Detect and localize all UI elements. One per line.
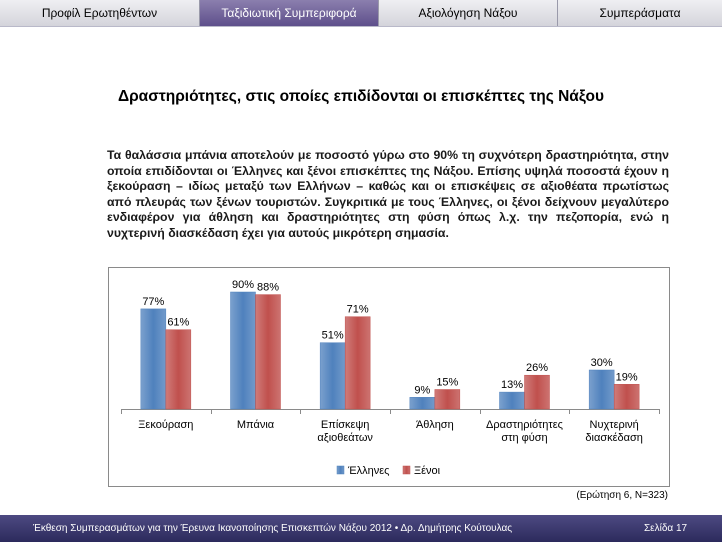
page-number: Σελίδα 17 <box>644 523 688 534</box>
bar-greeks <box>589 370 614 409</box>
legend-label: Ξένοι <box>414 465 441 477</box>
footer-text: Έκθεση Συμπερασμάτων για την Έρευνα Ικανοποίησης Επισκεπτών Νάξου 2012 • Δρ. Δημήτρης Κούτουλας <box>33 523 513 534</box>
data-label: 77% <box>142 295 165 308</box>
category-label: Μπάνια <box>236 419 275 431</box>
legend-swatch-greeks <box>337 466 344 474</box>
data-label: 26% <box>525 362 549 375</box>
category-label: Νυχτερινή <box>589 419 639 431</box>
data-label: 9% <box>414 384 431 397</box>
category-label: Άθληση <box>415 419 454 431</box>
tab-conclusions[interactable]: Συμπεράσματα <box>558 0 722 26</box>
section-tabs <box>0 0 722 27</box>
bar-chart-svg <box>109 268 669 486</box>
category-label: διασκέδαση <box>585 432 643 444</box>
bar-greeks <box>231 292 256 409</box>
bar-foreigners <box>614 384 639 409</box>
activities-chart <box>108 267 670 487</box>
tab-profile[interactable]: Προφίλ Ερωτηθέντων <box>0 0 200 26</box>
category-label: Επίσκεψη <box>320 419 370 431</box>
bar-greeks <box>410 397 435 409</box>
data-label: 15% <box>436 376 459 389</box>
data-label: 13% <box>500 379 524 392</box>
data-label: 51% <box>321 329 344 342</box>
bar-greeks <box>500 392 525 409</box>
tab-naxos-evaluation[interactable]: Αξιολόγηση Νάξου <box>379 0 558 26</box>
bar-foreigners <box>525 375 550 409</box>
slide-title: Δραστηριότητες, στις οποίες επιδίδονται οι επισκέπτες της Νάξου <box>117 88 605 105</box>
category-label: Δραστηριότητες <box>486 419 563 431</box>
data-label: 30% <box>590 357 613 369</box>
footer-bar <box>0 515 722 542</box>
tab-travel-behavior[interactable]: Ταξιδιωτική Συμπεριφορά <box>200 0 379 26</box>
data-label: 61% <box>167 316 190 329</box>
bar-greeks <box>320 343 345 409</box>
bar-greeks <box>141 309 166 409</box>
data-label: 88% <box>256 281 280 294</box>
data-label: 90% <box>231 279 255 291</box>
data-label: 71% <box>346 303 369 316</box>
category-label: στη φύση <box>501 432 548 444</box>
legend-label: Έλληνες <box>348 465 390 477</box>
legend-swatch-foreigners <box>403 466 410 474</box>
category-label: αξιοθεάτων <box>317 432 373 444</box>
bar-foreigners <box>345 317 370 409</box>
data-label: 19% <box>615 371 638 384</box>
bar-foreigners <box>166 330 191 409</box>
category-label: Ξεκούραση <box>138 419 194 431</box>
bar-foreigners <box>435 390 460 410</box>
intro-text: Τα θαλάσσια μπάνια αποτελούν με ποσοστό γύρω στο 90% τη συχνότερη δραστηριότητα, στην οποία επιδίδονται οι Έλληνες και ξένοι επισκέπτες της Νάξου. Επίσης υψηλά ποσοστά έχουν η ξεκούραση – ιδίως μεταξύ των Ελλήνων – καθώς και οι επισκέψεις σε αξιοθέατα πρωτίστως από πλευράς των ξένων τουριστών. Συγκριτικά με τους Έλληνες, οι ξένοι δείχνουν μεγαλύτερο ενδιαφέρον για άθληση και δραστηριότητες στη φύση όπως λ.χ. την πεζοπορία, ενώ η νυχτερινή διασκέδαση έχει για αυτούς μικρότερη σημασία. <box>107 148 669 240</box>
question-note: (Ερώτηση 6, N=323) <box>576 490 668 501</box>
bar-foreigners <box>256 295 281 409</box>
